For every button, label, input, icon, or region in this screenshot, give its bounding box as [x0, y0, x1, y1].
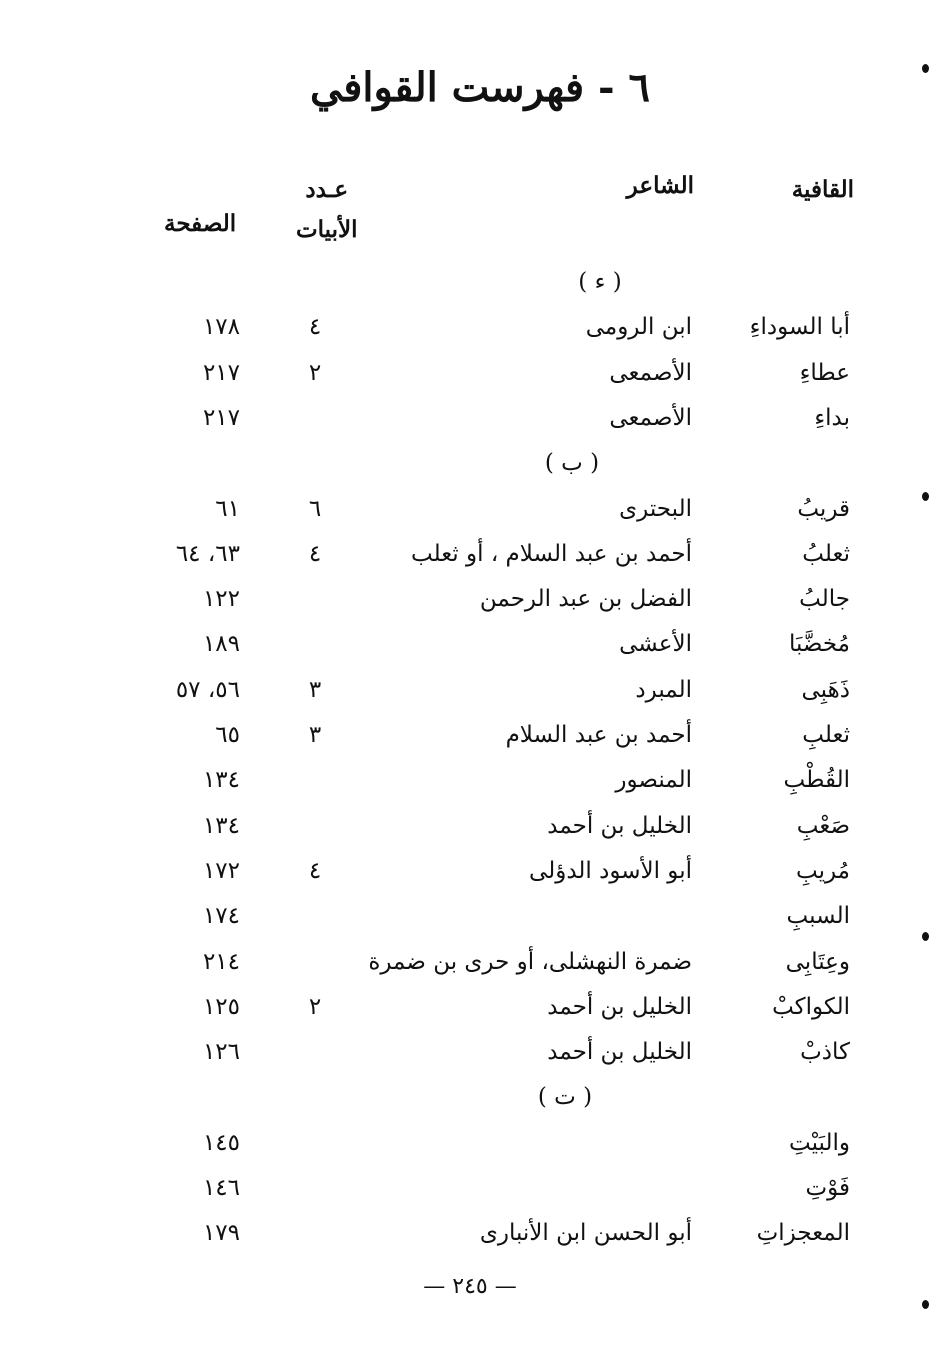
poet-cell: الأصمعى: [609, 404, 692, 431]
table-row: [0, 622, 930, 666]
table-row: [0, 532, 930, 576]
page-cell: ٦٥: [215, 722, 240, 748]
page-cell: ١٧٩: [202, 1220, 240, 1247]
page-cell: ٦٣، ٦٤: [175, 540, 240, 567]
table-row: [0, 758, 930, 802]
margin-mark: [922, 64, 929, 73]
poet-cell: الأعشى: [619, 631, 692, 658]
section-letter-heading: ( ب ): [544, 450, 600, 477]
column-header-verse-count-line1: عـدد: [305, 176, 349, 203]
qafiya-cell: الكواكبْ: [772, 993, 850, 1020]
page-cell: ٦١: [215, 495, 240, 522]
poet-cell: ابن الرومى: [585, 314, 692, 341]
qafiya-cell: كاذبْ: [800, 1039, 850, 1066]
section-letter-heading: ( ت ): [537, 1084, 593, 1111]
page-cell: ١٢٦: [202, 1039, 240, 1066]
table-row: [0, 849, 930, 893]
section-letter-heading: ( ء ): [578, 269, 622, 295]
table-row: [0, 487, 930, 531]
qafiya-cell: صَعْبِ: [796, 812, 850, 839]
page-cell: ١٧٨: [202, 314, 240, 341]
column-header-verse-count-line2: الأبيات: [296, 216, 358, 243]
table-row: [0, 1166, 930, 1210]
page-cell: ٥٦، ٥٧: [175, 676, 240, 703]
poet-cell: المنصور: [615, 767, 692, 794]
page-cell: ١٨٩: [202, 631, 240, 658]
poet-cell: أبو الأسود الدؤلى: [529, 857, 692, 884]
poet-cell: الأصمعى: [609, 359, 692, 386]
page-cell: ١٧٢: [202, 857, 240, 884]
poet-cell: أبو الحسن ابن الأنبارى: [479, 1220, 692, 1247]
table-row: [0, 713, 930, 757]
table-row: [0, 396, 930, 440]
poet-cell: المبرد: [635, 676, 692, 703]
qafiya-cell: ثعلبِ: [802, 722, 850, 748]
qafiya-cell: مُخضَّبَا: [788, 631, 850, 658]
qafiya-cell: قريبُ: [797, 495, 850, 522]
table-row: [0, 577, 930, 621]
poet-cell: البحترى: [619, 495, 692, 522]
qafiya-cell: والبَيْتِ: [789, 1129, 850, 1156]
table-row: [0, 668, 930, 712]
column-header-qafiya: القافية: [791, 176, 854, 203]
column-header-poet: الشاعر: [626, 172, 694, 199]
table-row: [0, 985, 930, 1029]
qafiya-cell: ذَهَبِى: [801, 676, 850, 703]
poet-cell: أحمد بن عبد السلام ، أو ثعلب: [411, 540, 692, 567]
table-row: [0, 804, 930, 848]
page-cell: ١٢٢: [202, 586, 240, 613]
page-cell: ٢١٧: [202, 404, 240, 431]
verse-count-cell: ٤: [308, 540, 322, 567]
page-cell: ١٢٥: [202, 993, 240, 1020]
poet-cell: الخليل بن أحمد: [547, 993, 692, 1020]
poet-cell: الفضل بن عبد الرحمن: [479, 586, 692, 613]
verse-count-cell: ٣: [308, 676, 322, 703]
page-cell: ٢١٧: [202, 359, 240, 386]
table-row: [0, 305, 930, 349]
verse-count-cell: ٢: [308, 359, 322, 386]
table-row: [0, 351, 930, 395]
qafiya-cell: جالبُ: [799, 586, 850, 613]
poet-cell: الخليل بن أحمد: [547, 812, 692, 839]
qafiya-cell: وعِتَابِى: [785, 948, 850, 975]
page-cell: ١٤٥: [202, 1129, 240, 1156]
table-row: [0, 940, 930, 984]
qafiya-cell: أبا السوداءِ: [749, 314, 850, 341]
margin-mark: [922, 932, 929, 941]
qafiya-cell: المعجزاتِ: [756, 1220, 850, 1247]
qafiya-cell: السببِ: [786, 903, 850, 930]
verse-count-cell: ٤: [308, 314, 322, 341]
qafiya-cell: ثعلبُ: [802, 540, 850, 567]
table-row: [0, 1030, 930, 1074]
verse-count-cell: ٢: [308, 993, 322, 1020]
table-row: [0, 894, 930, 938]
column-header-page: الصفحة: [164, 210, 237, 237]
table-row: [0, 1121, 930, 1165]
page-cell: ١٤٦: [202, 1175, 240, 1201]
margin-mark: [922, 1300, 929, 1309]
table-row: [0, 1211, 930, 1255]
page-cell: ١٣٤: [202, 767, 240, 794]
qafiya-cell: فَوْتِ: [805, 1175, 850, 1201]
poet-cell: الخليل بن أحمد: [547, 1039, 692, 1066]
qafiya-cell: بداءِ: [814, 404, 850, 431]
verse-count-cell: ٦: [308, 495, 322, 522]
page-cell: ٢١٤: [202, 948, 240, 975]
qafiya-cell: القُطْبِ: [783, 767, 850, 794]
poet-cell: ضمرة النهشلى، أو حرى بن ضمرة: [368, 948, 692, 975]
qafiya-cell: مُريبِ: [796, 857, 850, 884]
page-number: — ٢٤٥ —: [423, 1274, 517, 1299]
margin-mark: [922, 492, 929, 501]
qafiya-cell: عطاءِ: [799, 359, 850, 386]
poet-cell: أحمد بن عبد السلام: [505, 722, 692, 748]
page-cell: ١٣٤: [202, 812, 240, 839]
page-cell: ١٧٤: [202, 903, 240, 930]
verse-count-cell: ٤: [308, 857, 322, 884]
verse-count-cell: ٣: [308, 722, 322, 748]
page-title: ٦ - فهرست القوافي: [309, 64, 651, 111]
